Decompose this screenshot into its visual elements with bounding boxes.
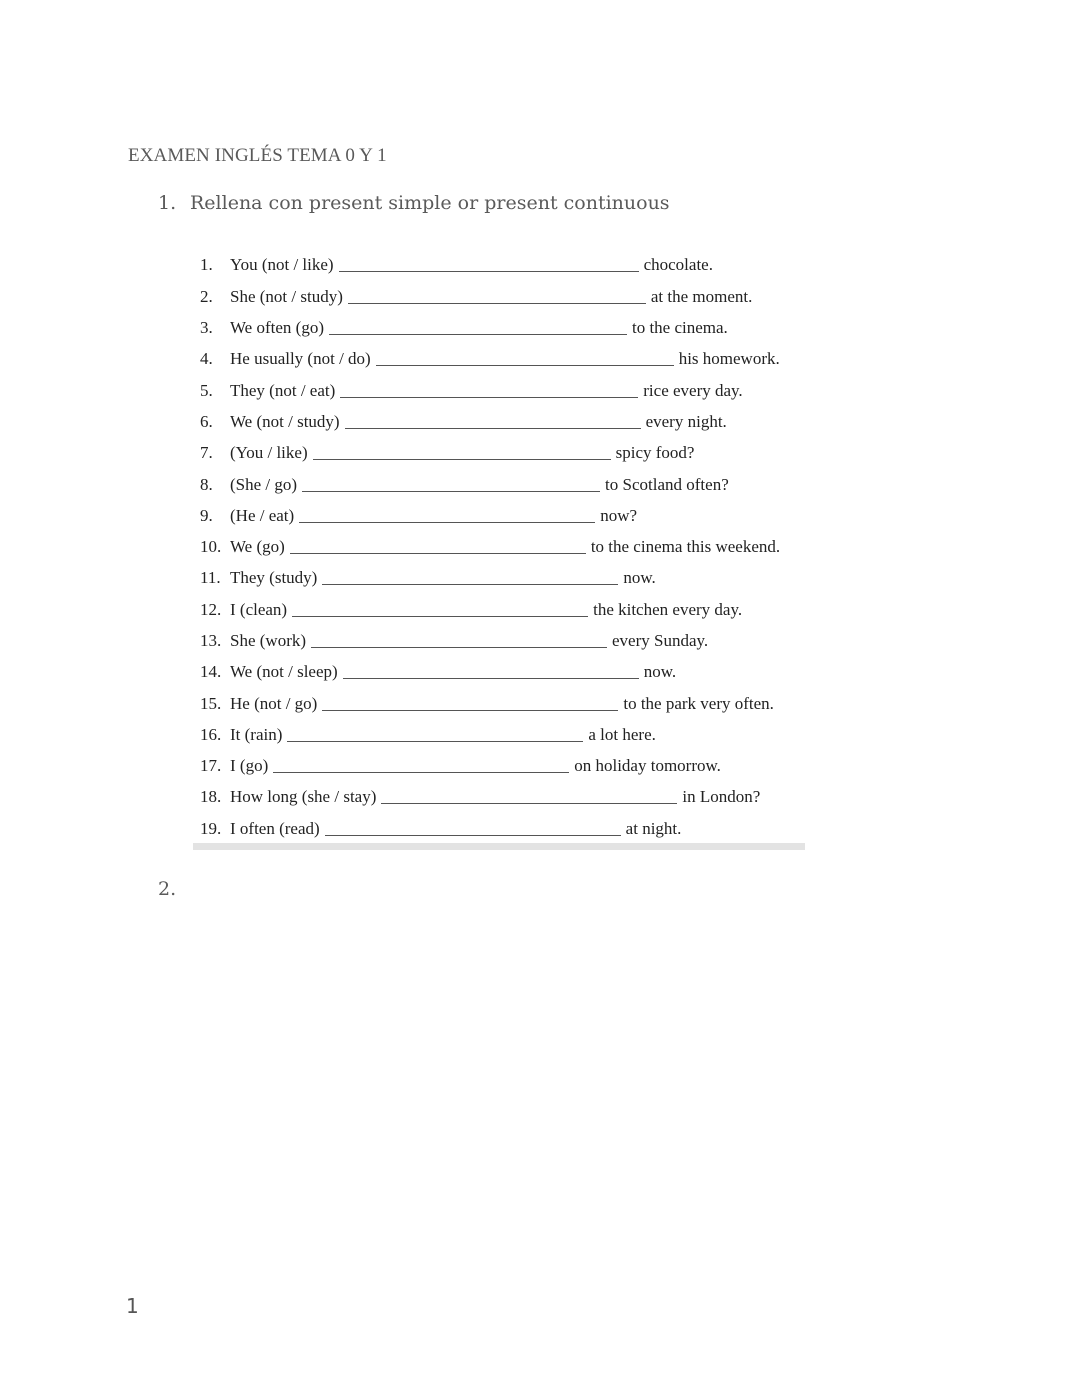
- item-prompt: We (not / study): [230, 412, 340, 431]
- item-prompt: He usually (not / do): [230, 349, 371, 368]
- item-prompt: How long (she / stay): [230, 787, 377, 806]
- item-prompt: He (not / go): [230, 694, 318, 713]
- exercise-item: [200, 785, 760, 809]
- item-number: 10.: [200, 537, 222, 556]
- answer-blank: [290, 553, 586, 554]
- answer-blank: [376, 365, 674, 366]
- answer-blank: [345, 428, 641, 429]
- item-prompt: I often (read): [230, 819, 320, 838]
- item-number: 3.: [200, 318, 213, 337]
- item-prompt: We (not / sleep): [230, 662, 338, 681]
- answer-blank: [348, 303, 646, 304]
- answer-blank: [339, 271, 639, 272]
- item-ending: every night.: [645, 412, 727, 431]
- section-2: [158, 878, 190, 900]
- answer-blank: [299, 522, 595, 523]
- item-prompt: It (rain): [230, 725, 283, 744]
- item-ending: to the park very often.: [623, 694, 774, 713]
- item-number: 12.: [200, 600, 222, 619]
- item-ending: now?: [600, 506, 638, 525]
- item-number: 13.: [200, 631, 222, 650]
- image-bottom-edge: [193, 843, 805, 850]
- answer-blank: [343, 678, 639, 679]
- item-number: 5.: [200, 381, 213, 400]
- item-prompt: She (not / study): [230, 287, 343, 306]
- exercise-item: [200, 754, 721, 778]
- item-number: 9.: [200, 506, 213, 525]
- item-number: 11.: [200, 568, 221, 587]
- answer-blank: [322, 584, 618, 585]
- exercise-item: [200, 285, 752, 309]
- item-ending: on holiday tomorrow.: [574, 756, 721, 775]
- item-number: 7.: [200, 443, 213, 462]
- item-prompt: We often (go): [230, 318, 324, 337]
- item-ending: in London?: [682, 787, 761, 806]
- section-number: 1.: [158, 192, 177, 214]
- page-number: 1: [126, 1294, 139, 1318]
- item-ending: every Sunday.: [612, 631, 709, 650]
- exercise-item: [200, 629, 708, 653]
- item-prompt: We (go): [230, 537, 285, 556]
- exercise-image: [193, 250, 805, 850]
- item-ending: chocolate.: [643, 255, 713, 274]
- exercise-item: [200, 817, 681, 841]
- section-1: [158, 192, 670, 214]
- exercise-item: [200, 473, 729, 497]
- item-prompt: She (work): [230, 631, 307, 650]
- answer-blank: [311, 647, 607, 648]
- item-number: 4.: [200, 349, 213, 368]
- item-number: 8.: [200, 475, 213, 494]
- item-prompt: They (not / eat): [230, 381, 336, 400]
- answer-blank: [292, 616, 588, 617]
- exercise-item: [200, 410, 727, 434]
- item-number: 17.: [200, 756, 222, 775]
- item-number: 14.: [200, 662, 222, 681]
- answer-blank: [329, 334, 627, 335]
- item-ending: at night.: [625, 819, 682, 838]
- exercise-item: [200, 504, 637, 528]
- exercise-item: [200, 723, 656, 747]
- exercise-item: [200, 316, 728, 340]
- section-number: 2.: [158, 878, 177, 900]
- exercise-item: [200, 566, 656, 590]
- exercise-item: [200, 660, 676, 684]
- item-number: 16.: [200, 725, 222, 744]
- item-number: 1.: [200, 255, 213, 274]
- answer-blank: [325, 835, 621, 836]
- item-ending: now.: [643, 662, 677, 681]
- exercise-item: [200, 347, 780, 371]
- answer-blank: [381, 803, 677, 804]
- item-ending: the kitchen every day.: [593, 600, 743, 619]
- answer-blank: [340, 397, 638, 398]
- item-ending: his homework.: [678, 349, 780, 368]
- item-ending: to the cinema this weekend.: [590, 537, 781, 556]
- item-prompt: They (study): [230, 568, 318, 587]
- item-number: 2.: [200, 287, 213, 306]
- item-prompt: I (clean): [230, 600, 288, 619]
- answer-blank: [287, 741, 583, 742]
- item-prompt: (She / go): [230, 475, 298, 494]
- item-ending: at the moment.: [650, 287, 753, 306]
- item-number: 15.: [200, 694, 222, 713]
- item-ending: a lot here.: [588, 725, 656, 744]
- exercise-item: [200, 692, 774, 716]
- exercise-item: [200, 379, 743, 403]
- document-title: EXAMEN INGLÉS TEMA 0 Y 1: [128, 145, 387, 166]
- exercise-item: [200, 441, 694, 465]
- item-number: 19.: [200, 819, 222, 838]
- exercise-item: [200, 598, 742, 622]
- item-ending: now.: [623, 568, 656, 587]
- item-prompt: I (go): [230, 756, 269, 775]
- section-instruction: Rellena con present simple or present continuous: [190, 192, 670, 214]
- item-number: 18.: [200, 787, 222, 806]
- answer-blank: [302, 491, 600, 492]
- item-ending: rice every day.: [643, 381, 743, 400]
- item-ending: spicy food?: [615, 443, 695, 462]
- answer-blank: [322, 710, 618, 711]
- exercise-item: [200, 535, 780, 559]
- item-prompt: (He / eat): [230, 506, 295, 525]
- item-prompt: You (not / like): [230, 255, 334, 274]
- item-ending: to the cinema.: [631, 318, 728, 337]
- item-ending: to Scotland often?: [605, 475, 729, 494]
- item-prompt: (You / like): [230, 443, 308, 462]
- item-number: 6.: [200, 412, 213, 431]
- answer-blank: [313, 459, 611, 460]
- exercise-item: [200, 253, 713, 277]
- answer-blank: [273, 772, 569, 773]
